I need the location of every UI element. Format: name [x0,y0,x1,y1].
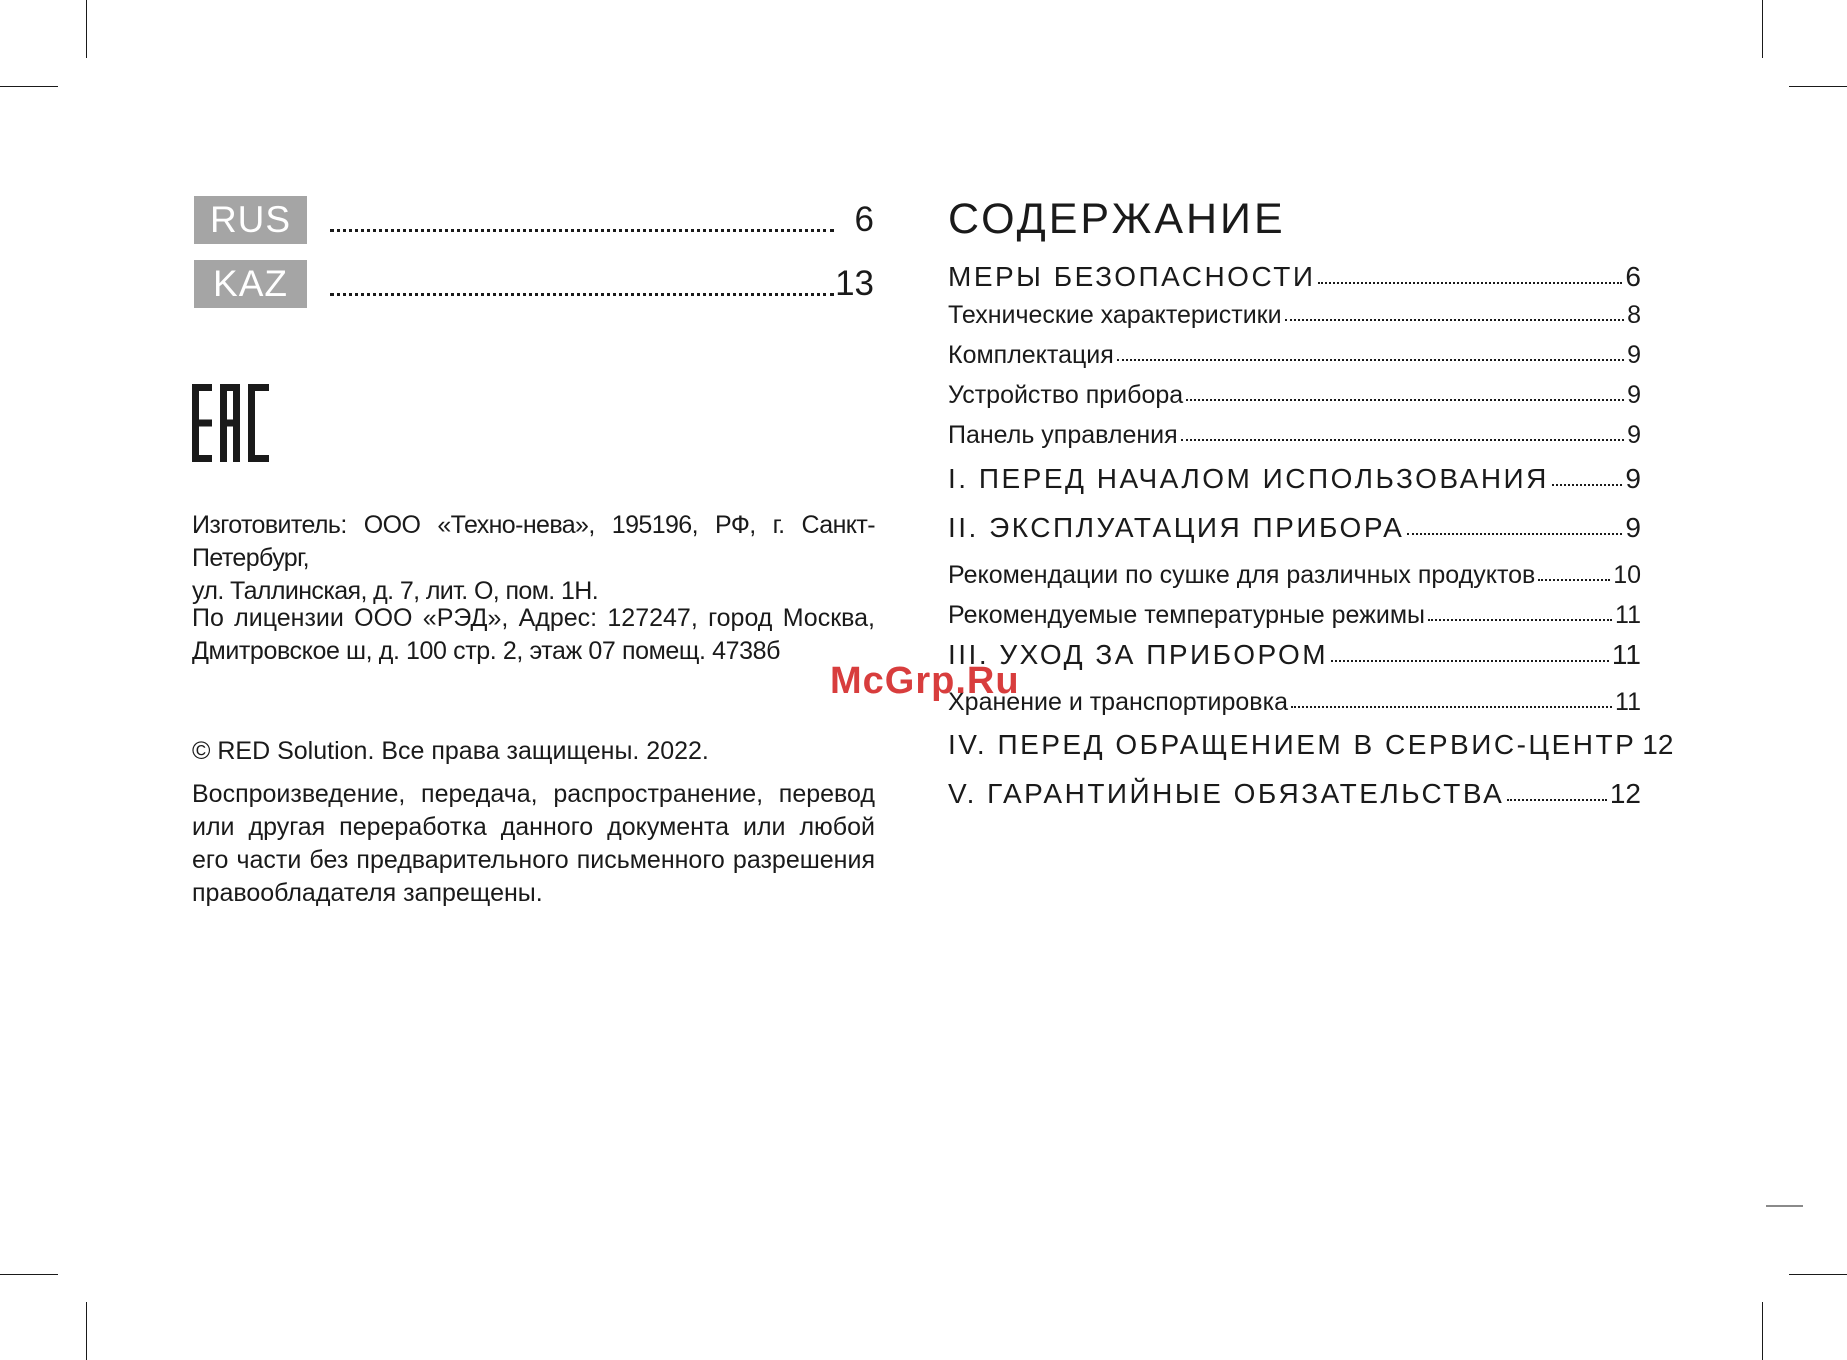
dot-leader [1285,319,1625,321]
license-info [192,602,875,668]
toc-item-page: 9 [1627,421,1641,449]
language-index-rus[interactable] [194,196,874,244]
toc-item-label: Хранение и транспортировка [948,688,1288,716]
toc-item-label: Рекомендуемые температурные режимы [948,601,1426,629]
dot-leader [1117,359,1624,361]
toc-item-page: 9 [1625,463,1641,494]
toc-item-label: II. ЭКСПЛУАТАЦИЯ ПРИБОРА [948,512,1405,543]
toc-item-page: 12 [1642,729,1674,760]
toc-item[interactable] [948,298,1641,332]
toc-item-label: III. УХОД ЗА ПРИБОРОМ [948,639,1329,670]
page-number-line [1766,1205,1803,1207]
toc-item-label: I. ПЕРЕД НАЧАЛОМ ИСПОЛЬЗОВАНИЯ [948,463,1549,494]
toc-item-label: Рекомендации по сушке для различных продуктов [948,561,1536,589]
license-line: По лицензии ООО «РЭД», Адрес: 127247, город Москва, [192,604,875,632]
toc-item-page: 11 [1611,639,1641,670]
manufacturer-line: Изготовитель: ООО «Техно-нева», 195196, РФ, г. Санкт-Петербург, [192,511,875,572]
toc-item-label: V. ГАРАНТИЙНЫЕ ОБЯЗАТЕЛЬСТВА [948,778,1505,809]
language-badge: KAZ [194,260,307,308]
rights-notice-text: Воспроизведение, передача, распространение, перевод или другая переработка данного документа или любой его части без предварительного письменного разрешения правообладателя запрещены. [192,780,875,907]
toc-item[interactable] [948,460,1641,498]
toc-item-page: 6 [1625,261,1641,292]
dot-leader [1507,799,1607,801]
toc-item-label: IV. ПЕРЕД ОБРАЩЕНИЕМ В СЕРВИС-ЦЕНТР [948,729,1637,760]
dot-leader [1331,660,1609,662]
toc-item[interactable] [948,775,1641,813]
license-line: Дмитровское ш, д. 100 стр. 2, этаж 07 помещ. 4738б [192,637,781,665]
toc-item[interactable] [948,598,1641,632]
toc-item-page: 10 [1613,561,1641,589]
dot-leader [330,293,834,296]
language-page-number: 13 [835,264,874,303]
toc-item[interactable] [948,558,1641,592]
crop-mark [0,86,58,87]
dot-leader [1538,579,1610,581]
language-page-number: 6 [854,200,874,239]
crop-mark [86,0,87,58]
toc-item[interactable] [948,378,1641,412]
crop-mark [0,1274,58,1275]
crop-mark [1762,0,1763,58]
toc-item-page: 11 [1615,688,1641,716]
language-badge: RUS [194,196,307,244]
rights-notice [192,778,875,910]
dot-leader [1181,439,1624,441]
eac-certification-logo [192,384,270,462]
dot-leader [1291,706,1612,708]
toc-item-page: 8 [1627,301,1641,329]
toc-item-label: Технические характеристики [948,301,1282,329]
toc-item-page: 11 [1615,601,1641,629]
dot-leader [1428,619,1612,621]
toc-title: СОДЕРЖАНИЕ [948,195,1286,243]
crop-mark [86,1302,87,1360]
toc-item[interactable] [948,726,1674,764]
dot-leader [1552,484,1623,486]
manufacturer-info [192,509,875,608]
crop-mark [1789,1274,1847,1275]
crop-mark [1789,86,1847,87]
toc-item-page: 9 [1627,381,1641,409]
copyright-line: © RED Solution. Все права защищены. 2022. [192,737,709,765]
toc-item[interactable] [948,418,1641,452]
toc-item-page: 12 [1609,778,1641,809]
dot-leader [1186,399,1624,401]
toc-item-page: 9 [1627,341,1641,369]
toc-item-label: Панель управления [948,421,1178,449]
toc-item[interactable] [948,509,1641,547]
dot-leader [1318,282,1622,284]
crop-mark [1762,1302,1763,1360]
dot-leader [330,229,834,232]
toc-item-label: Устройство прибора [948,381,1184,409]
manufacturer-line: ул. Таллинская, д. 7, лит. О, пом. 1Н. [192,577,599,605]
watermark: McGrp.Ru [830,660,1020,702]
toc-item-page: 9 [1625,512,1641,543]
toc-item-label: МЕРЫ БЕЗОПАСНОСТИ [948,261,1316,292]
toc-item[interactable] [948,636,1641,674]
toc-item[interactable] [948,258,1641,296]
toc-item[interactable] [948,338,1641,372]
language-index-kaz[interactable] [194,260,874,308]
toc-item[interactable] [948,685,1641,719]
toc-item-label: Комплектация [948,341,1114,369]
copyright-info [192,735,875,768]
dot-leader [1407,533,1622,535]
